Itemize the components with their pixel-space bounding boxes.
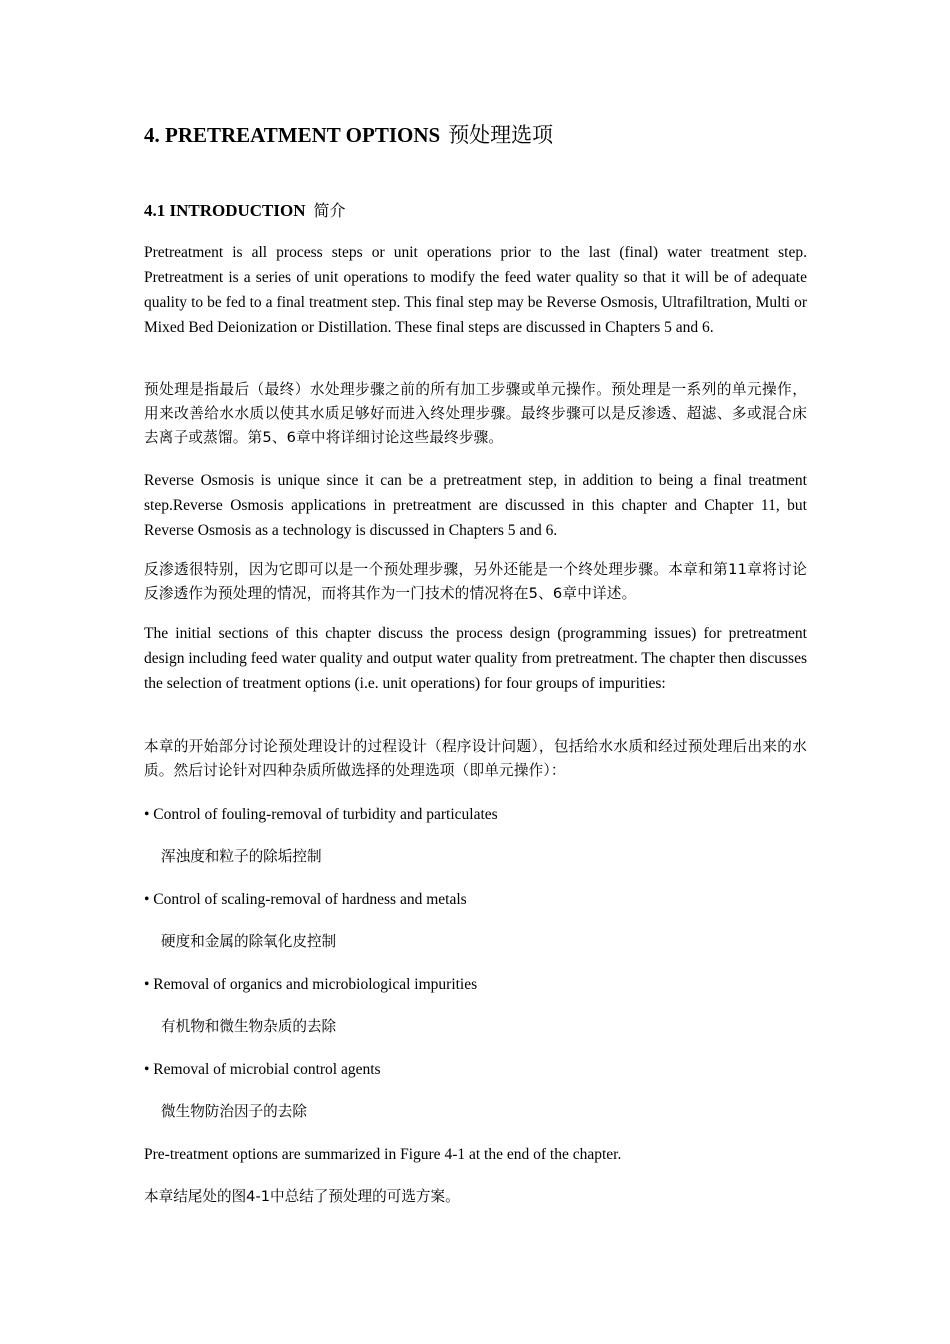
paragraph-en-2: Reverse Osmosis is unique since it can be a pretreatment step, in addition to being a final treatment step.Reverse Osmosis applications in pretreatment are discussed in this chapter and Chapter 11, but Reverse Osmosis as a technology is discussed in Chapters 5 and 6. — [144, 472, 807, 539]
paragraph-cn-3: 本章的开始部分讨论预处理设计的过程设计（程序设计问题），包括给水水质和经过预处理后出来的水质。然后讨论针对四种杂质所做选择的处理选项（即单元操作）： — [144, 738, 807, 779]
bullet-item-microbial: • Removal of microbial control agents — [144, 1061, 381, 1078]
bullet-item-fouling: • Control of fouling-removal of turbidity and particulates — [144, 806, 498, 823]
closing-sentence-en: Pre-treatment options are summarized in Figure 4-1 at the end of the chapter. — [144, 1146, 622, 1163]
bullet-item-microbial-cn: 微生物防治因子的去除 — [161, 1103, 307, 1120]
paragraph-cn-1: 预处理是指最后（最终）水处理步骤之前的所有加工步骤或单元操作。预处理是一系列的单元操作，用来改善给水水质以使其水质足够好而进入终处理步骤。最终步骤可以是反渗透、超滤、多或混合床去离子或蒸馏。第5、6章中将详细讨论这些最终步骤。 — [144, 381, 807, 446]
chapter-heading-chinese: 预处理选项 — [448, 123, 554, 147]
chapter-heading-english: 4. PRETREATMENT OPTIONS — [144, 123, 441, 147]
bullet-item-organics: • Removal of organics and microbiological impurities — [144, 976, 478, 993]
section-heading-chinese: 简介 — [313, 201, 346, 220]
bullet-item-fouling-cn: 浑浊度和粒子的除垢控制 — [161, 848, 322, 865]
paragraph-en-3: The initial sections of this chapter discuss the process design (programming issues) for pretreatment design including feed water quality and output water quality from pretreatment. The chapter then discusses the selection of treatment options (i.e. unit operations) for four groups of impurities: — [144, 625, 807, 692]
section-heading — [144, 198, 346, 224]
paragraph-en-1: Pretreatment is all process steps or unit operations prior to the last (final) water treatment step. Pretreatment is a series of unit operations to modify the feed water quality so that it will be of adequate quality to be fed to a final treatment step. This final step may be Reverse Osmosis, Ultrafiltration, Multi or Mixed Bed Deionization or Distillation. These final steps are discussed in Chapters 5 and 6. — [144, 244, 807, 336]
closing-sentence-cn: 本章结尾处的图4-1中总结了预处理的可选方案。 — [144, 1188, 460, 1205]
bullet-item-organics-cn: 有机物和微生物杂质的去除 — [161, 1018, 337, 1035]
chapter-heading — [144, 120, 553, 150]
bullet-item-scaling-cn: 硬度和金属的除氧化皮控制 — [161, 933, 337, 950]
section-heading-english: 4.1 INTRODUCTION — [144, 201, 306, 220]
bullet-item-scaling: • Control of scaling-removal of hardness and metals — [144, 891, 467, 908]
paragraph-cn-2: 反渗透很特别，因为它即可以是一个预处理步骤，另外还能是一个终处理步骤。本章和第11章将讨论反渗透作为预处理的情况，而将其作为一门技术的情况将在5、6章中详述。 — [144, 561, 807, 602]
